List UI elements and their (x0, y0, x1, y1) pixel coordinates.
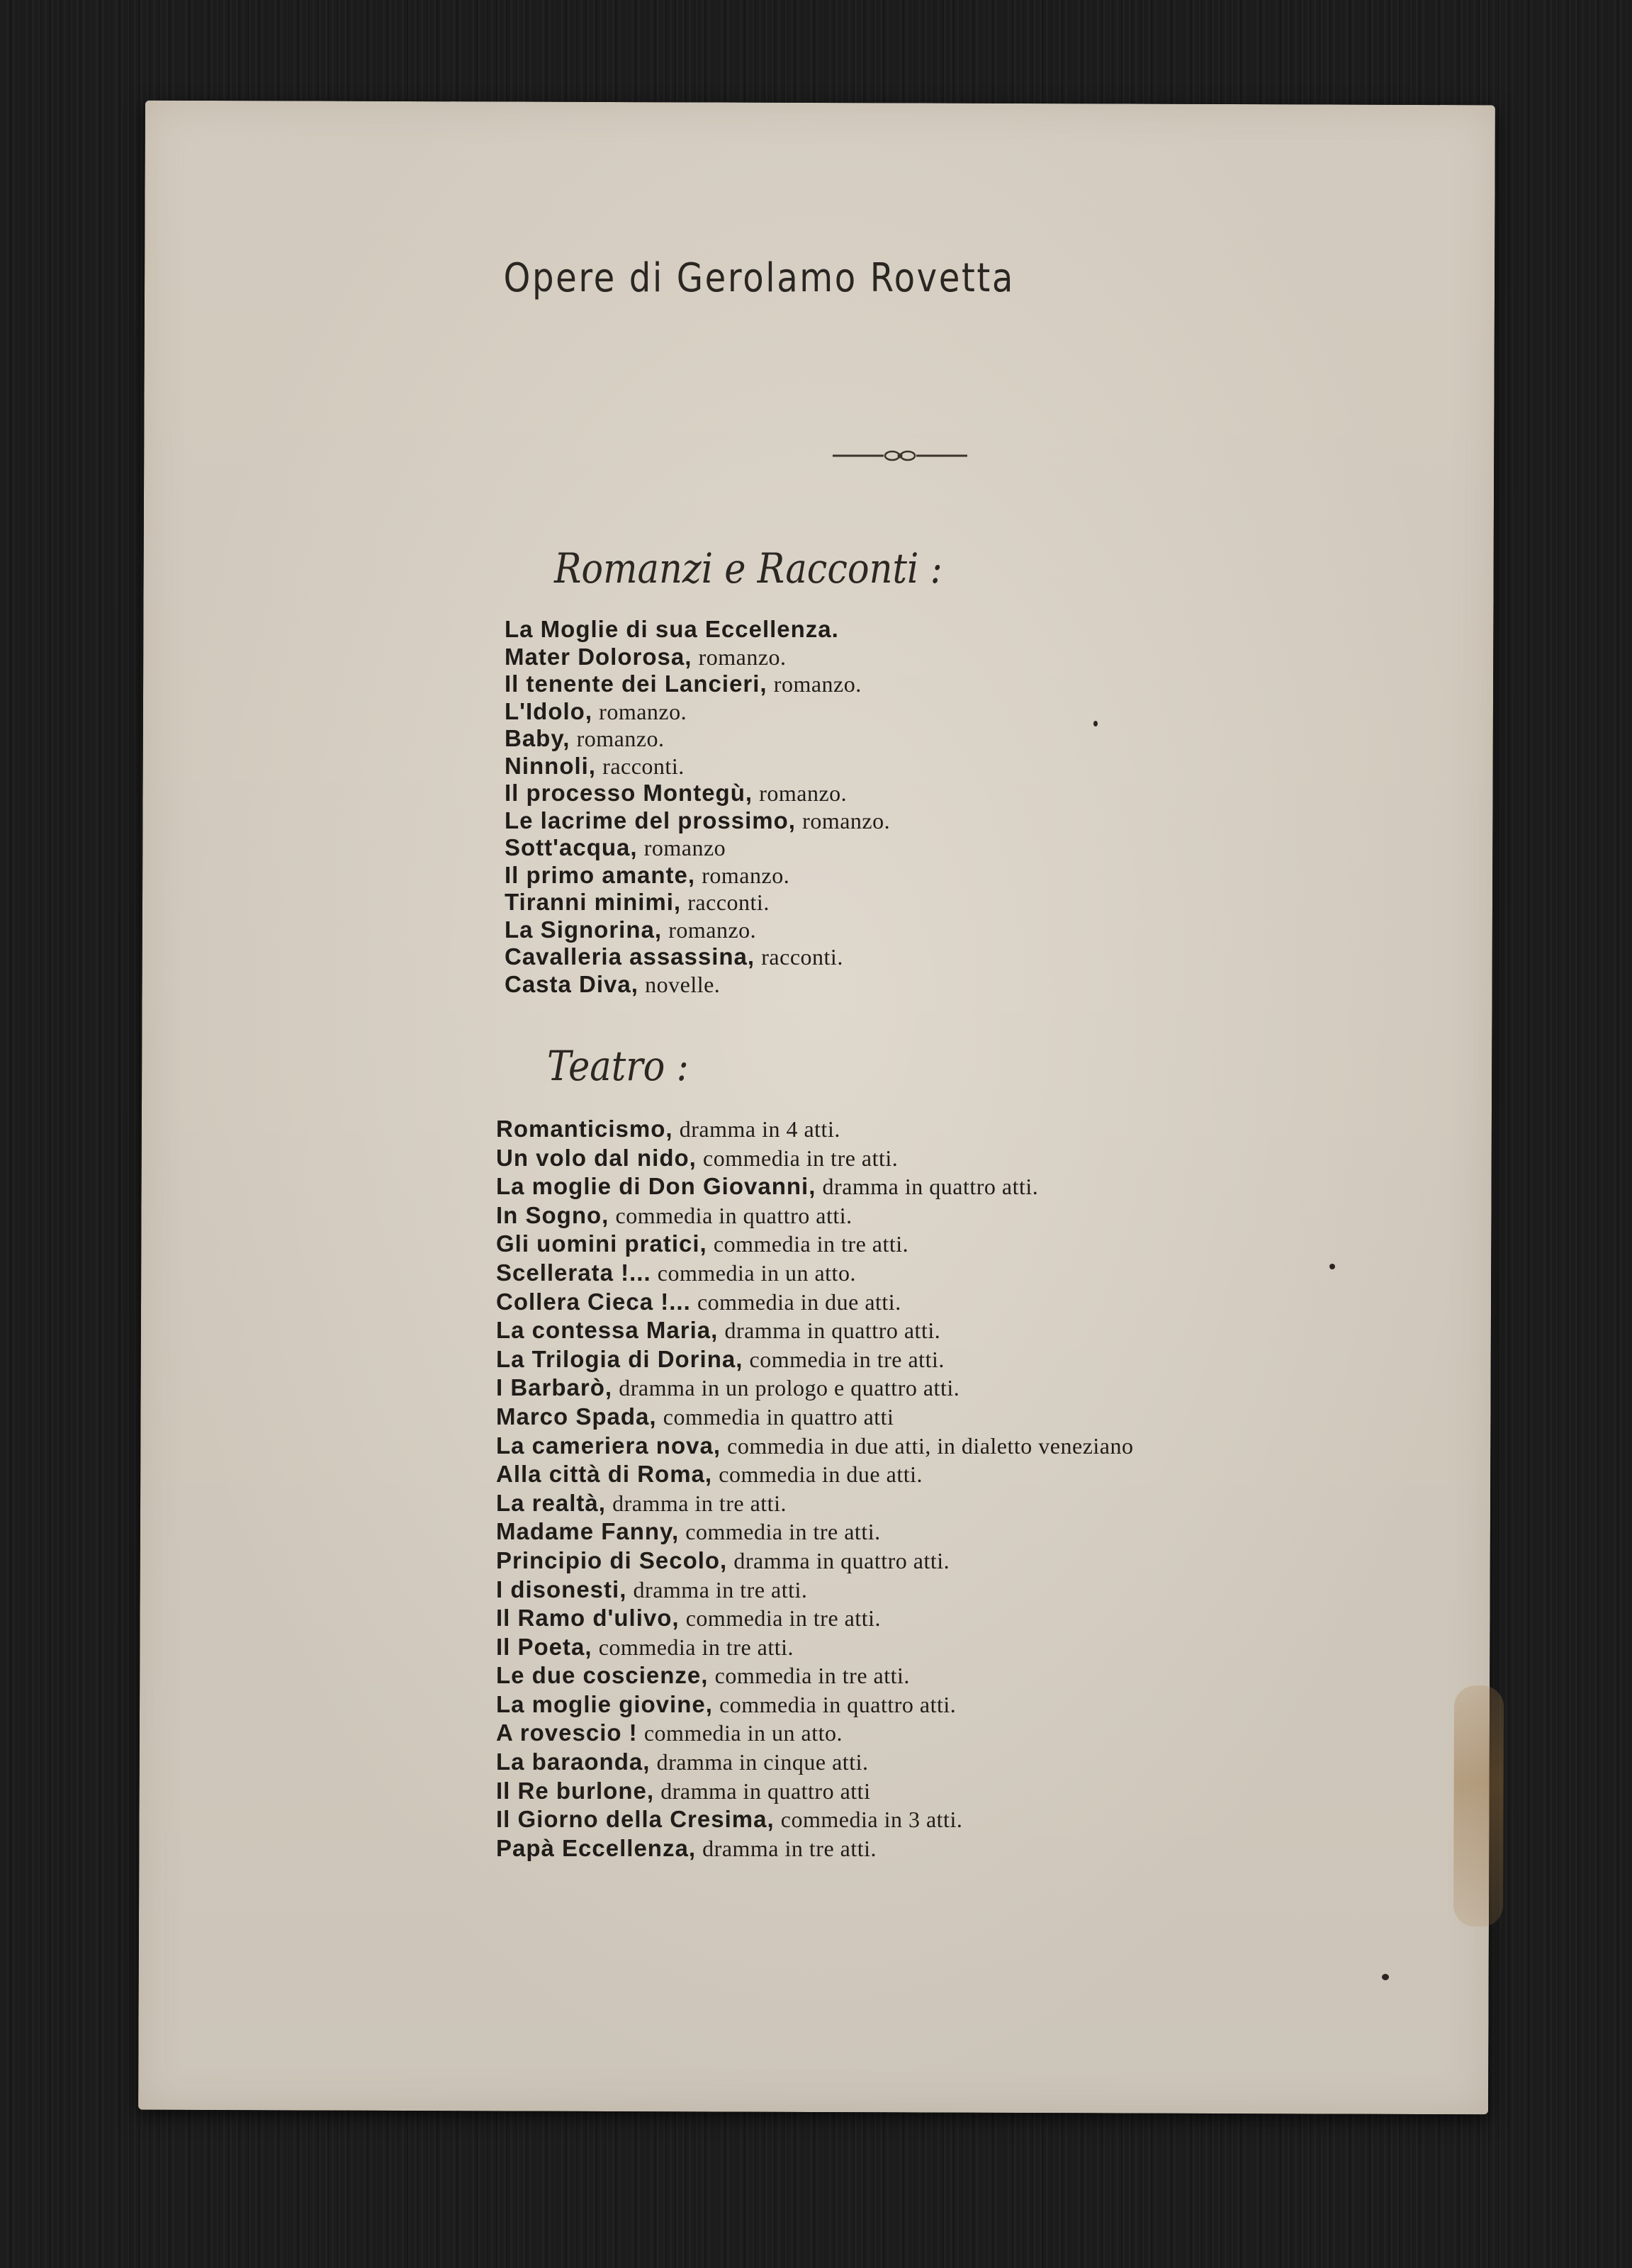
work-description: novelle. (645, 971, 721, 997)
list-item (496, 1374, 1133, 1403)
work-description: dramma in quattro atti (660, 1778, 871, 1804)
work-title: La contessa Maria, (496, 1317, 719, 1344)
list-item (496, 1546, 1133, 1576)
work-description: commedia in due atti, in dialetto veneziano (727, 1432, 1134, 1459)
work-description: dramma in quattro atti. (724, 1318, 941, 1344)
section-heading-teatro: Teatro : (547, 1042, 689, 1090)
list-item (496, 1403, 1133, 1432)
work-description: romanzo. (599, 698, 687, 724)
work-title: Principio di Secolo, (496, 1546, 728, 1573)
work-description: romanzo. (759, 780, 848, 806)
list-item (496, 1604, 1133, 1633)
work-title: La Signorina, (505, 916, 663, 943)
work-title: Il Ramo d'ulivo, (496, 1605, 680, 1632)
work-description: dramma in un prologo e quattro atti. (619, 1375, 960, 1401)
work-description: commedia in 3 atti. (780, 1807, 963, 1833)
work-title: Il primo amante, (505, 861, 696, 888)
work-title: Casta Diva, (505, 970, 638, 997)
work-description: romanzo. (698, 644, 787, 670)
work-title: Ninnoli, (505, 752, 596, 779)
work-description: racconti. (687, 889, 770, 915)
list-item (505, 807, 890, 835)
work-description: commedia in quattro atti. (615, 1202, 852, 1228)
work-description: racconti. (602, 753, 685, 779)
work-description: romanzo. (773, 671, 862, 697)
work-description: racconti. (761, 944, 843, 970)
ornament-divider (833, 445, 967, 466)
list-item (505, 971, 890, 999)
work-title: Il processo Montegù, (505, 780, 753, 806)
list-item (496, 1748, 1133, 1777)
list-item (496, 1576, 1133, 1605)
work-title: Il Poeta, (496, 1633, 592, 1660)
list-item (505, 943, 890, 971)
work-description: dramma in tre atti. (702, 1835, 877, 1861)
list-item (496, 1489, 1133, 1518)
work-description: romanzo. (802, 807, 891, 833)
list-item (496, 1633, 1133, 1662)
work-description: commedia in quattro atti. (719, 1691, 957, 1717)
work-description: commedia in tre atti. (685, 1605, 882, 1632)
work-description: dramma in cinque atti. (656, 1749, 869, 1775)
list-item (496, 1230, 1133, 1259)
work-title: Marco Spada, (496, 1403, 657, 1430)
list-item (496, 1432, 1133, 1461)
work-title: Collera Cieca !... (496, 1288, 691, 1315)
work-title: In Sogno, (496, 1201, 609, 1228)
page-title: Opere di Gerolamo Rovetta (503, 255, 1015, 301)
list-item (505, 889, 890, 916)
list-item (496, 1172, 1133, 1201)
list-item (496, 1805, 1133, 1834)
work-description: romanzo. (702, 862, 790, 888)
list-item (505, 644, 890, 671)
work-title: I Barbarò, (496, 1374, 613, 1401)
work-description: dramma in tre atti. (612, 1490, 787, 1516)
work-description: dramma in quattro atti. (733, 1547, 950, 1573)
paper-speck (1093, 721, 1098, 726)
work-description: commedia in tre atti. (713, 1231, 909, 1257)
work-description: commedia in un atto. (643, 1720, 843, 1746)
list-item (505, 670, 890, 698)
work-title: La moglie giovine, (496, 1690, 713, 1717)
list-item (505, 616, 890, 644)
list-item (496, 1834, 1133, 1863)
work-title: La realtà, (496, 1489, 606, 1516)
list-item (505, 834, 890, 862)
list-item (505, 725, 890, 753)
work-description: commedia in due atti. (697, 1289, 901, 1315)
work-description: commedia in tre atti. (714, 1663, 910, 1689)
list-item (496, 1690, 1133, 1719)
work-title: Scellerata !... (496, 1259, 651, 1286)
work-title: La moglie di Don Giovanni, (496, 1173, 816, 1200)
work-description: commedia in quattro atti (663, 1403, 894, 1430)
work-title: A rovescio ! (496, 1719, 638, 1746)
work-description: commedia in due atti. (719, 1461, 923, 1488)
work-description: dramma in 4 atti. (679, 1116, 840, 1142)
work-title: Baby, (505, 725, 570, 751)
list-item (505, 780, 890, 807)
list-item (496, 1288, 1133, 1317)
romanzi-list (505, 616, 890, 998)
list-item (496, 1777, 1133, 1806)
work-title: Un volo dal nido, (496, 1144, 697, 1171)
work-title: Madame Fanny, (496, 1518, 680, 1545)
work-description: romanzo. (576, 726, 665, 751)
list-item (496, 1316, 1133, 1345)
work-description: commedia in tre atti. (749, 1346, 945, 1372)
work-title: Cavalleria assassina, (505, 943, 755, 970)
work-title: Romanticismo, (496, 1116, 673, 1142)
section-heading-romanzi: Romanzi e Racconti : (554, 544, 942, 593)
work-description: dramma in quattro atti. (822, 1174, 1039, 1200)
paper-speck (1382, 1974, 1389, 1980)
list-item (505, 862, 890, 889)
list-item (505, 753, 890, 780)
list-item (496, 1460, 1133, 1489)
work-title: Il tenente dei Lancieri, (505, 670, 767, 697)
work-title: La Moglie di sua Eccellenza. (505, 616, 839, 642)
work-title: Tiranni minimi, (505, 889, 682, 915)
work-description: commedia in tre atti. (598, 1634, 794, 1660)
work-title: Papà Eccellenza, (496, 1834, 696, 1861)
work-title: Sott'acqua, (505, 834, 638, 860)
work-title: La baraonda, (496, 1748, 651, 1775)
work-title: Le due coscienze, (496, 1662, 709, 1689)
work-title: Le lacrime del prossimo, (505, 807, 796, 833)
work-description: romanzo. (668, 916, 757, 943)
work-title: La Trilogia di Dorina, (496, 1345, 743, 1372)
work-description: commedia in tre atti. (703, 1145, 899, 1171)
list-item (496, 1661, 1133, 1690)
paper-speck (1329, 1264, 1335, 1269)
list-item (496, 1719, 1133, 1748)
work-description: romanzo (643, 835, 726, 860)
list-item (505, 698, 890, 726)
work-title: La cameriera nova, (496, 1432, 721, 1459)
teatro-list (496, 1115, 1133, 1863)
list-item (496, 1345, 1133, 1374)
work-title: I disonesti, (496, 1576, 627, 1602)
list-item (505, 916, 890, 944)
work-description: commedia in un atto. (657, 1259, 856, 1286)
work-title: Il Giorno della Cresima, (496, 1806, 775, 1833)
work-title: Mater Dolorosa, (505, 643, 692, 670)
work-description: dramma in tre atti. (633, 1576, 808, 1602)
work-description: commedia in tre atti. (685, 1519, 881, 1545)
list-item (496, 1144, 1133, 1173)
list-item (496, 1517, 1133, 1546)
list-item (496, 1201, 1133, 1230)
foxing-stain (1453, 1685, 1504, 1926)
work-title: Il Re burlone, (496, 1777, 655, 1804)
work-title: Gli uomini pratici, (496, 1230, 707, 1257)
work-title: L'Idolo, (505, 697, 592, 724)
list-item (496, 1259, 1133, 1288)
work-title: Alla città di Roma, (496, 1461, 713, 1488)
list-item (496, 1115, 1133, 1144)
